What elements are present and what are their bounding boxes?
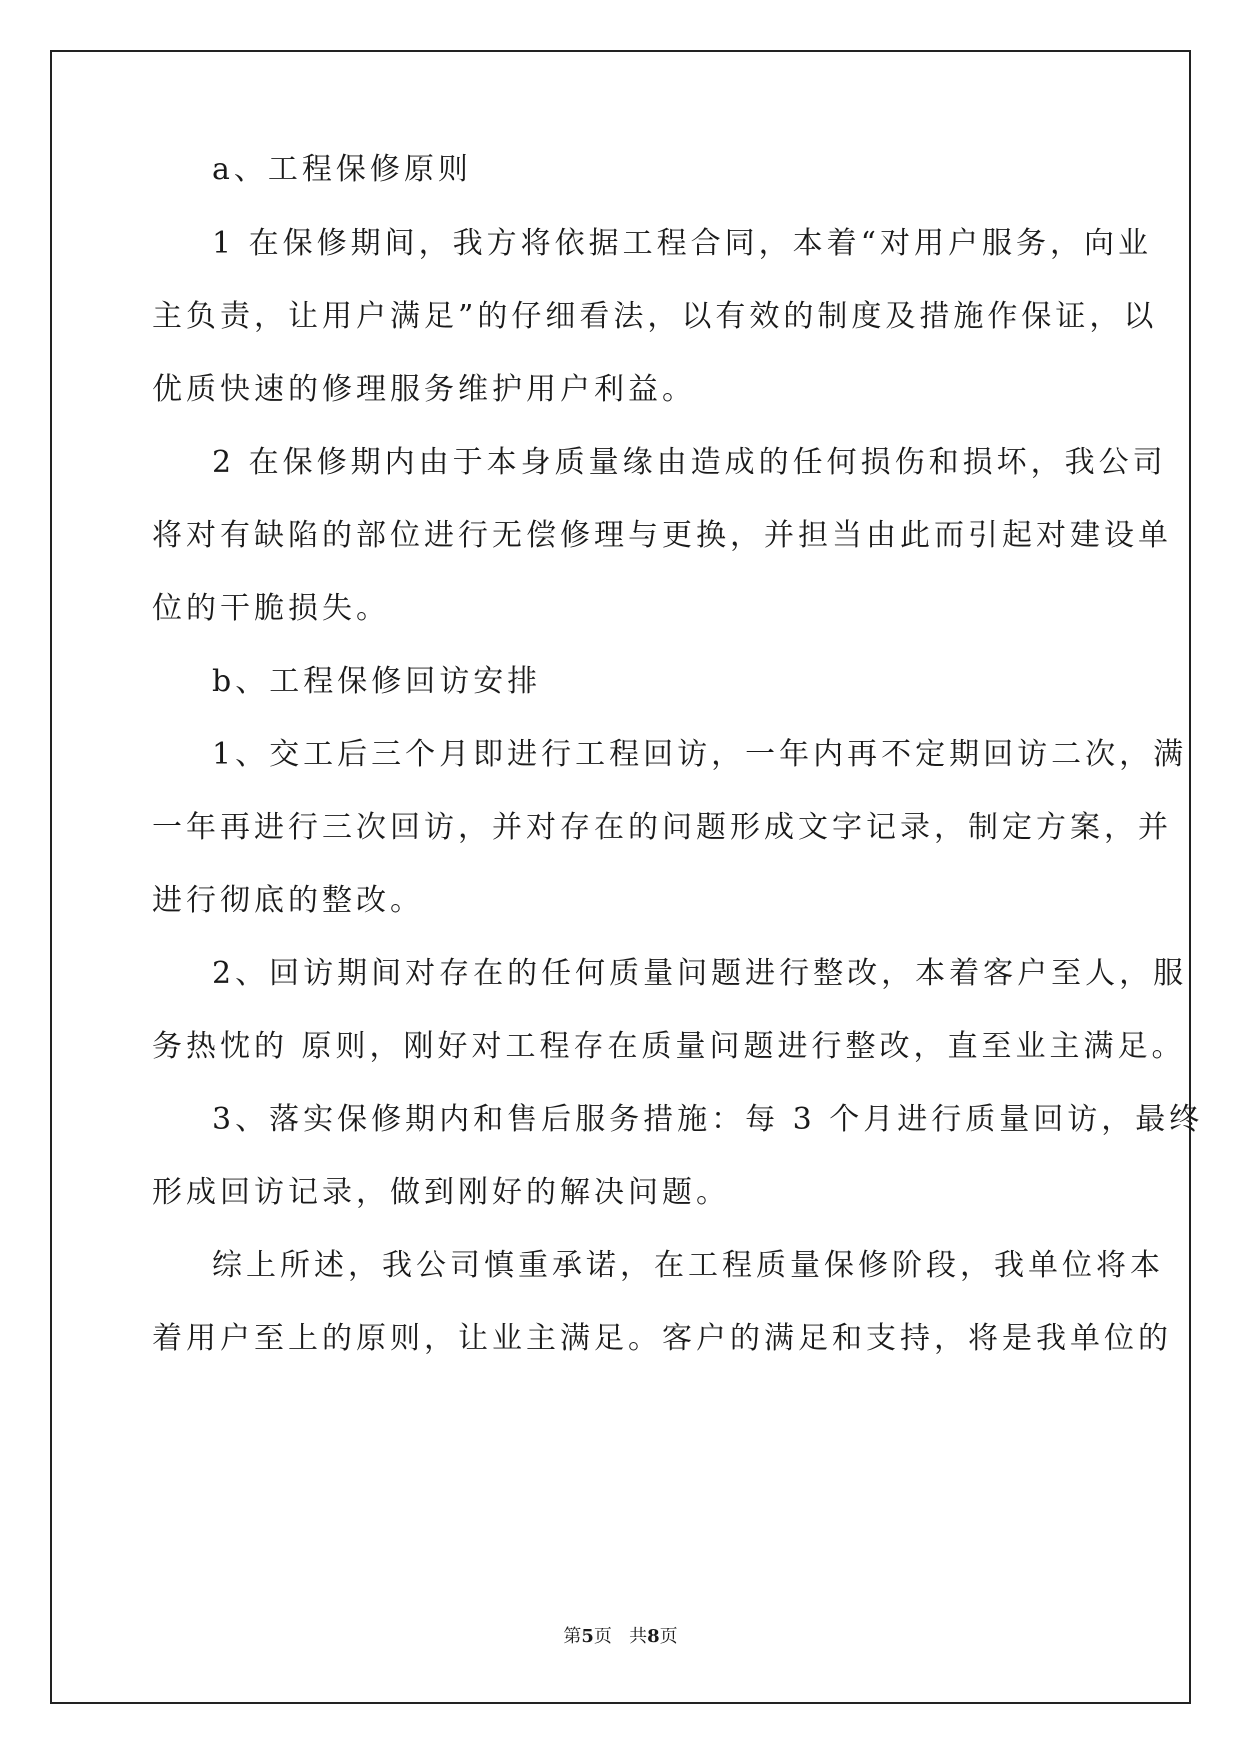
paragraph-line: 将对有缺陷的部位进行无偿修理与更换，并担当由此而引起对建设单 (152, 518, 1172, 553)
paragraph-line: 位的干脆损失。 (152, 591, 390, 626)
current-page-number: 5 (581, 1626, 594, 1647)
footer-total-unit: 页 (659, 1626, 678, 1647)
paragraph-line: 1 在保修期间，我方将依据工程合同，本着“对用户服务，向业 (212, 226, 1152, 261)
paragraph-line: 2 在保修期内由于本身质量缘由造成的任何损伤和损坏，我公司 (212, 445, 1167, 480)
paragraph-line: 1、交工后三个月即进行工程回访，一年内再不定期回访二次，满 (212, 737, 1188, 772)
section-heading-a: a、工程保修原则 (212, 152, 472, 187)
paragraph-line: 优质快速的修理服务维护用户利益。 (152, 372, 696, 407)
paragraph-line: 形成回访记录，做到刚好的解决问题。 (152, 1175, 730, 1210)
footer-prefix: 第 (563, 1626, 582, 1647)
paragraph-line: 一年再进行三次回访，并对存在的问题形成文字记录，制定方案，并 (152, 810, 1172, 845)
paragraph-line: 着用户至上的原则，让业主满足。客户的满足和支持，将是我单位的 (152, 1321, 1172, 1356)
total-pages-number: 8 (647, 1626, 660, 1647)
paragraph-line: 务热忱的 原则，刚好对工程存在质量问题进行整改，直至业主满足。 (152, 1029, 1186, 1064)
section-heading-b: b、工程保修回访安排 (212, 664, 542, 699)
footer-total-prefix: 共 (629, 1626, 648, 1647)
page-footer (0, 1625, 1241, 1649)
paragraph-line: 综上所述，我公司慎重承诺，在工程质量保修阶段，我单位将本 (212, 1248, 1164, 1283)
paragraph-line: 2、回访期间对存在的任何质量问题进行整改，本着客户至人，服 (212, 956, 1188, 991)
footer-page-unit: 页 (593, 1626, 612, 1647)
paragraph-line: 进行彻底的整改。 (152, 883, 424, 918)
paragraph-line: 主负责，让用户满足”的仔细看法，以有效的制度及措施作保证，以 (152, 299, 1158, 334)
paragraph-line: 3、落实保修期内和售后服务措施：每 3 个月进行质量回访，最终 (212, 1102, 1204, 1137)
